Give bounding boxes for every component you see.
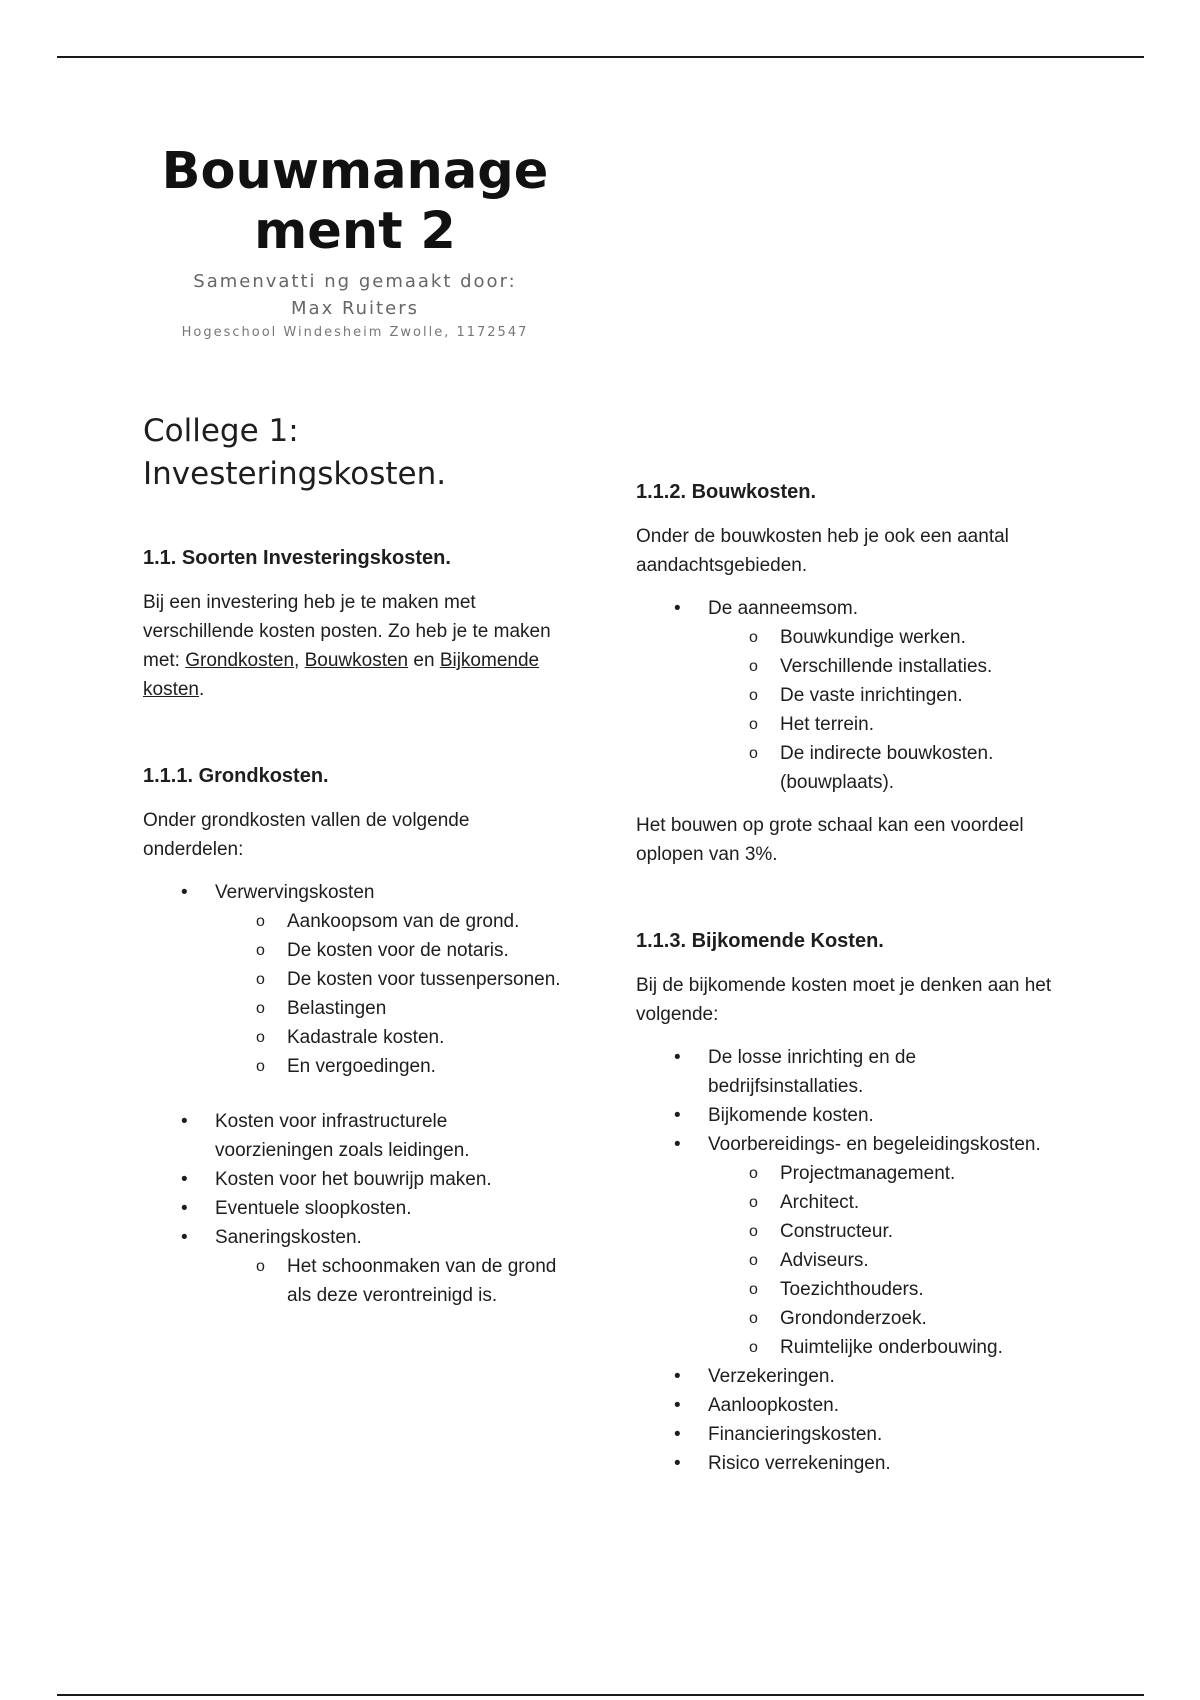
- subtitle-author: Max Ruiters: [291, 298, 419, 319]
- list-item-label: Verwervingskosten: [215, 882, 375, 903]
- sub-list-item: o Bouwkundige werken.: [636, 623, 1076, 652]
- sub-list: [215, 1252, 563, 1310]
- list-item: • Aanloopkosten.: [636, 1391, 1076, 1420]
- sub-list-item: o Kadastrale kosten.: [143, 1023, 563, 1052]
- bouwkosten-link[interactable]: Bouwkosten: [304, 650, 409, 671]
- section-1-1-3-intro: Bij de bijkomende kosten moet je denken aan het volgende:: [636, 975, 1052, 1025]
- list-item: [143, 878, 563, 1081]
- list-item: • Kosten voor infrastructurele voorzieningen zoals leidingen.: [143, 1107, 563, 1165]
- spacer: [143, 718, 563, 762]
- sub-list-item: o Constructeur.: [636, 1217, 1076, 1246]
- sub-list-item: o Projectmanagement.: [636, 1159, 1076, 1188]
- document-title-line-2: ment 2: [254, 202, 456, 261]
- list-item-label: Voorbereidings- en begeleidingskosten.: [708, 1134, 1041, 1155]
- list-item-label: De aanneemsom.: [708, 598, 858, 619]
- section-1-1-1-heading: 1.1.1. Grondkosten.: [143, 765, 329, 787]
- list-item: [636, 594, 1076, 797]
- period: .: [198, 679, 205, 700]
- sub-list-item: o En vergoedingen.: [143, 1052, 563, 1081]
- list-item: • Financieringskosten.: [636, 1420, 1076, 1449]
- list-item-label: Saneringskosten.: [215, 1227, 362, 1248]
- bouwkosten-list: [636, 594, 1076, 797]
- section-1-1-2-outro: Het bouwen op grote schaal kan een voordeel oplopen van 3%.: [636, 815, 1024, 865]
- list-item: • Kosten voor het bouwrijp maken.: [143, 1165, 563, 1194]
- bijkomende-kosten-link[interactable]: Bijkomende kosten: [143, 650, 540, 700]
- right-column: [636, 478, 1076, 1478]
- document-title: [140, 142, 570, 262]
- section-1-1-heading: 1.1. Soorten Investeringskosten.: [143, 547, 451, 569]
- sub-list-item: o Toezichthouders.: [636, 1275, 1076, 1304]
- college-heading-line-1: College 1:: [143, 413, 299, 449]
- section-1-1-2-intro: Onder de bouwkosten heb je ook een aantal aandachtsgebieden.: [636, 526, 1009, 576]
- title-block: [140, 142, 570, 344]
- left-column: [143, 410, 563, 1310]
- sub-list: [708, 1159, 1076, 1362]
- sub-list: [215, 907, 563, 1081]
- grondkosten-list: [143, 878, 563, 1310]
- sub-list-item: o Het terrein.: [636, 710, 1076, 739]
- section-1-1-2-heading: 1.1.2. Bouwkosten.: [636, 481, 817, 503]
- list-item: [636, 1130, 1076, 1362]
- sub-list-item: o Belastingen: [143, 994, 563, 1023]
- college-heading-line-2: Investeringskosten.: [143, 456, 447, 492]
- sub-list-item: o Aankoopsom van de grond.: [143, 907, 563, 936]
- sub-list-item: o De kosten voor tussenpersonen.: [143, 965, 563, 994]
- separator: en: [408, 650, 440, 671]
- spacer: [636, 883, 1076, 927]
- sub-list: [708, 623, 1076, 797]
- sub-list-item: o Verschillende installaties.: [636, 652, 1076, 681]
- grondkosten-link[interactable]: Grondkosten: [185, 650, 295, 671]
- list-item: • Bijkomende kosten.: [636, 1101, 1076, 1130]
- bottom-rule: [57, 1694, 1144, 1696]
- separator: ,: [294, 650, 305, 671]
- section-1-1-paragraph: [143, 588, 563, 704]
- subtitle-made-by: Samenvatti ng gemaakt door:: [193, 271, 517, 292]
- section-1-1-3-heading: 1.1.3. Bijkomende Kosten.: [636, 930, 884, 952]
- sub-list-item: o De indirecte bouwkosten. (bouwplaats).: [636, 739, 1076, 797]
- sub-list-item: o De kosten voor de notaris.: [143, 936, 563, 965]
- college-heading: [143, 410, 563, 496]
- list-item: • Risico verrekeningen.: [636, 1449, 1076, 1478]
- document-title-line-1: Bouwmanage: [161, 142, 549, 201]
- top-rule: [57, 56, 1144, 58]
- sub-list-item: o Ruimtelijke onderbouwing.: [636, 1333, 1076, 1362]
- sub-list-item: o De vaste inrichtingen.: [636, 681, 1076, 710]
- sub-list-item: o Adviseurs.: [636, 1246, 1076, 1275]
- list-item: • Verzekeringen.: [636, 1362, 1076, 1391]
- bijkomende-kosten-list: [636, 1043, 1076, 1478]
- section-1-1-1-intro: Onder grondkosten vallen de volgende onderdelen:: [143, 810, 470, 860]
- list-item: [143, 1223, 563, 1310]
- sub-list-item: o Grondonderzoek.: [636, 1304, 1076, 1333]
- subtitle-school: Hogeschool Windesheim Zwolle, 1172547: [181, 325, 529, 340]
- list-item: • De losse inrichting en de bedrijfsinstallaties.: [636, 1043, 1076, 1101]
- sub-list-item: o Het schoonmaken van de grond als deze verontreinigd is.: [143, 1252, 563, 1310]
- sub-list-item: o Architect.: [636, 1188, 1076, 1217]
- paragraph-text: Bij een investering heb je te maken met verschillende kosten posten. Zo heb je te maken met:: [143, 592, 551, 671]
- list-item: • Eventuele sloopkosten.: [143, 1194, 563, 1223]
